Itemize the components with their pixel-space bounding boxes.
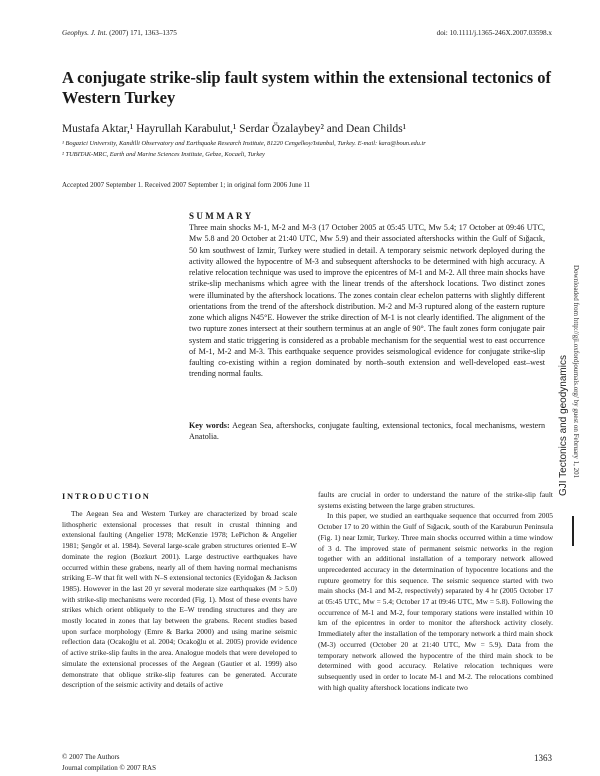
running-header-doi[interactable]: doi: 10.1111/j.1365-246X.2007.03598.x <box>436 29 552 37</box>
running-header-journal <box>62 29 177 37</box>
introduction-heading: INTRODUCTION <box>62 492 151 501</box>
section-tag: GJI Tectonics and geodynamics <box>558 355 569 497</box>
accepted-dates: Accepted 2007 September 1. Received 2007 September 1; in original form 2006 June 11 <box>62 181 311 189</box>
footer-compilation: Journal compilation © 2007 RAS <box>62 764 156 772</box>
volume-info: (2007) 171, 1363–1375 <box>109 29 177 37</box>
footer-copyright: © 2007 The Authors <box>62 753 120 761</box>
summary-block <box>189 222 545 380</box>
intro-paragraph: faults are crucial in order to understand the nature of the strike-slip fault systems existing between the large graben structures. <box>318 490 553 510</box>
author-list: Mustafa Aktar,¹ Hayrullah Karabulut,¹ Serdar Özalaybey² and Dean Childs¹ <box>62 123 407 135</box>
affiliation-1: ¹ Bogazici University, Kandilli Observatory and Earthquake Research Institute, 81220 Cengelkoy/Istanbul, Turkey. E-mail: kara@boun.edu.tr <box>62 140 426 147</box>
summary-heading: SUMMARY <box>189 211 254 221</box>
keywords-block <box>189 420 545 443</box>
page-number: 1363 <box>534 753 552 763</box>
download-watermark: Downloaded from http://gji.oxfordjournals.org/ by guest on February 1, 201 <box>572 265 580 479</box>
keywords-text: Aegean Sea, aftershocks, conjugate faulting, extensional tectonics, focal mechanisms, western Anatolia. <box>189 421 545 442</box>
introduction-right-column <box>318 490 553 693</box>
affiliation-2: ² TUBITAK-MRC, Earth and Marine Sciences Institute, Gebze, Kocaeli, Turkey <box>62 151 265 158</box>
intro-paragraph: In this paper, we studied an earthquake sequence that occurred from 2005 October 17 to 20 within the Gulf of Sığacık, south of the Karaburun Peninsula (Fig. 1) near Izmir, Turkey. Three main shocks occurred within a time window of 3 d. The improved state of permanent seismic networks in the region together with an additional installation of a temporary network allowed unprecedented accuracy in the determination of hypocentre locations and the rupture geometry for this sequence. The seismic sequence started with two main shocks (M-1 and M-2, respectively) separated by 4 hr (2005 October 17 at 05:45 UTC, Mw = 5.4; October 17 at 09:46 UTC, Mw = 5.8). Following the occurrence of M-1 and M-2, four temporary stations were installed within 10 km of the epicentres in order to monitor the aftershock activity closely. Immediately after the installation of the temporary network a third main shock (M-3) occurred (October 20 at 21:40 UTC, Mw = 5.9). Data from the temporary network allowed the hypocentre of the third main shock to be determined with good accuracy. Relative relocation techniques were subsequently used in order to locate M-1 and M-2. The relocations combined with high quality aftershock locations indicate two <box>318 511 553 692</box>
article-title: A conjugate strike-slip fault system within the extensional tectonics of Western Turkey <box>62 68 552 107</box>
section-marker-bar <box>572 516 574 546</box>
journal-name: Geophys. J. Int. <box>62 29 108 37</box>
intro-paragraph: The Aegean Sea and Western Turkey are characterized by broad scale lithospheric extensional processes that result in crustal thinning and extensional faulting (Angelier 1978; McKenzie 1978; LePichon & Angelier 1981; Şengör et al. 1984). Several large-scale graben structures oriented E–W dominate the region (Bozkurt 2001). Large destructive earthquakes have occurred within these grabens, nearly all of them having normal mechanisms striking E–W that fit well with N–S extensional tectonics (Eyidoğan & Jackson 1985). However in the last 20 yr several moderate size earthquakes (M > 5.0) with strike-slip mechanisms were recorded (Fig. 1). Most of these events have strikes which orient obliquely to the E–W trending structures and they are mostly located in zones that lay between the grabens. Recent studies based upon surface morphology (Emre & Barka 2000) and using marine seismic reflection data (Ocakoğlu et al. 2004; Ocakoğlu et al. 2005) provide evidence of active strike-slip faults in the area. Analogue models that were developed to simulate the extensional processes of the Aegean (Gautier et al. 1999) also demonstrate that oblique strike-slip features can be generated. Accurate description of the seismic activity and details of active <box>62 509 297 690</box>
summary-text: Three main shocks M-1, M-2 and M-3 (17 October 2005 at 05:45 UTC, Mw 5.4; 17 October at 09:46 UTC, Mw 5.8 and 20 October at 21:40 UTC, Mw 5.9) and their associated aftershocks within the Gulf of Sığacık, 50 km southwest of Izmir, Turkey were studied in detail. A temporary seismic network deployed during the activity allowed the hypocentre of M-3 and subsequent aftershocks to be determined with high accuracy. A relative relocation technique was used to improve the epicentres of M-1 and M-2. All three main shocks have strike-slip mechanisms which agree with the linear trends of the aftershock locations. Two distinct zones were illuminated by the aftershock locations. The zones contain clear echelon patterns with slightly different orientations from the trend of the aftershock distribution. M-2 and M-3 ruptured along of the eastern rupture zone which aligns N45°E. However the strike direction of M-1 is not clearly identified. The alignment of the two rupture zones intersect at their southern terminus at an angle of 90°. The fault zones form conjugate pair system and static triggering is considered as a probable mechanism for the sequential west to east occurrence of M-1, M-2 and M-3. This earthquake sequence provides seismological evidence for conjugate strike-slip faulting co-existing within a region dominated by north–south extension and well-developed east–west trending normal faults. <box>189 223 545 379</box>
introduction-left-column <box>62 509 297 691</box>
keywords-label: Key words: <box>189 421 230 430</box>
